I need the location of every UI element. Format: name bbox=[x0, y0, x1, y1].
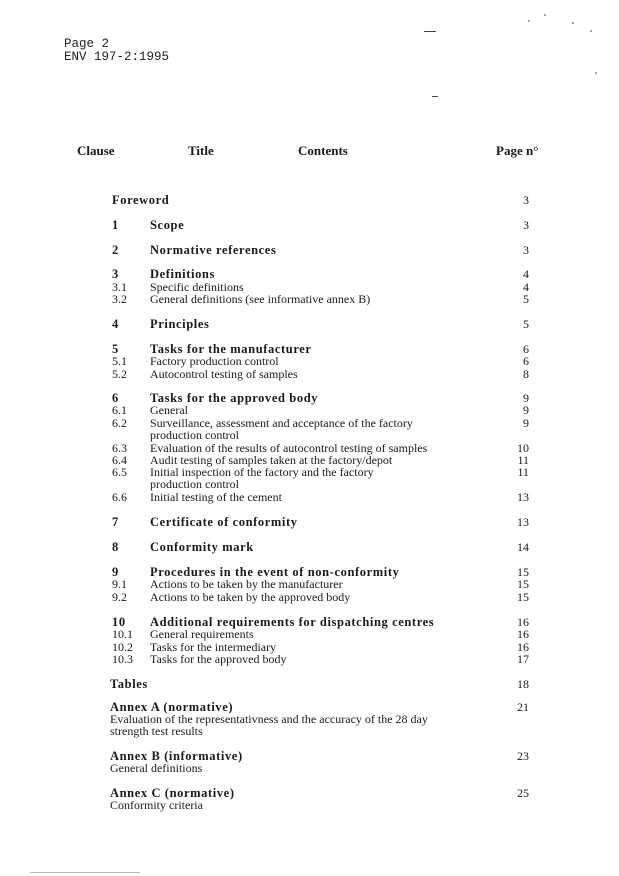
toc-page: 4 bbox=[523, 280, 529, 294]
toc-number: 6.2 bbox=[112, 416, 127, 430]
toc-number: 6.6 bbox=[112, 490, 127, 504]
toc-page: 16 bbox=[517, 615, 529, 629]
toc-page: 6 bbox=[523, 342, 529, 356]
toc-number: 1 bbox=[112, 218, 119, 232]
annex-description: Evaluation of the representativness and the accuracy of the 28 day bbox=[110, 712, 428, 726]
toc-number: 3 bbox=[112, 267, 119, 281]
toc-page: 10 bbox=[517, 441, 529, 455]
toc-number: 3.1 bbox=[112, 280, 127, 294]
title-column-heading: Title bbox=[188, 143, 214, 158]
page-header bbox=[64, 38, 169, 64]
toc-title: Actions to be taken by the approved body bbox=[150, 590, 351, 604]
toc-title: Actions to be taken by the manufacturer bbox=[150, 577, 343, 591]
toc-number: 10.3 bbox=[112, 652, 133, 666]
toc-page: 13 bbox=[517, 515, 529, 529]
toc-title: Tasks for the approved body bbox=[150, 391, 319, 405]
scan-speck bbox=[595, 72, 597, 74]
scan-mark bbox=[432, 96, 438, 97]
toc-title: Audit testing of samples taken at the factory/depot bbox=[150, 453, 393, 467]
toc-number: 10.2 bbox=[112, 640, 133, 654]
toc-page: 4 bbox=[523, 267, 529, 281]
toc-number: 9.1 bbox=[112, 577, 127, 591]
toc-number: 6.4 bbox=[112, 453, 127, 467]
toc-title: Initial testing of the cement bbox=[150, 490, 282, 504]
toc-page: 3 bbox=[523, 218, 529, 232]
toc-number: 8 bbox=[112, 540, 119, 554]
toc-page: 18 bbox=[517, 677, 529, 691]
toc-number: 6 bbox=[112, 391, 119, 405]
clause-column-heading: Clause bbox=[77, 143, 115, 158]
toc-number: 5.2 bbox=[112, 367, 127, 381]
toc-page: 16 bbox=[517, 627, 529, 641]
toc-page: 9 bbox=[523, 403, 529, 417]
toc-number: 2 bbox=[112, 243, 119, 257]
toc-page: 5 bbox=[523, 317, 529, 331]
annex-description: General definitions bbox=[110, 761, 203, 775]
page-column-heading: Page n° bbox=[496, 143, 539, 158]
scan-mark bbox=[424, 31, 436, 32]
annex-title: Annex B (informative) bbox=[110, 749, 243, 763]
toc-title: Certificate of conformity bbox=[150, 515, 298, 529]
scan-speck bbox=[528, 20, 530, 22]
toc-number: 4 bbox=[112, 317, 119, 331]
toc-page: 15 bbox=[517, 577, 529, 591]
toc-number: 6.1 bbox=[112, 403, 127, 417]
toc-title: Scope bbox=[150, 218, 185, 232]
toc-page: 8 bbox=[523, 367, 529, 381]
annex-title: Annex C (normative) bbox=[110, 786, 235, 800]
scan-speck bbox=[590, 30, 592, 32]
toc-title: Surveillance, assessment and acceptance of the factory bbox=[150, 416, 413, 430]
annex-title: Annex A (normative) bbox=[110, 700, 234, 714]
annex-entry bbox=[110, 701, 428, 737]
toc-title: General definitions (see informative annex B) bbox=[150, 292, 371, 306]
page-number: Page 2 bbox=[64, 37, 110, 51]
document-id: ENV 197-2:1995 bbox=[64, 50, 170, 64]
toc-page: 15 bbox=[517, 590, 529, 604]
toc-number: 7 bbox=[112, 515, 119, 529]
toc-page: 13 bbox=[517, 490, 529, 504]
toc-title: Additional requirements for dispatching centres bbox=[150, 615, 435, 629]
toc-page: 11 bbox=[517, 453, 529, 467]
toc-number: 6.5 bbox=[112, 465, 127, 479]
toc-title: Specific definitions bbox=[150, 280, 244, 294]
toc-number: 3.2 bbox=[112, 292, 127, 306]
toc-title: Tasks for the manufacturer bbox=[150, 342, 312, 356]
annex-page: 23 bbox=[517, 749, 529, 763]
toc-page: 16 bbox=[517, 640, 529, 654]
scan-speck bbox=[544, 14, 546, 16]
toc-page: 9 bbox=[523, 391, 529, 405]
toc-title: Conformity mark bbox=[150, 540, 254, 554]
annex-page: 21 bbox=[517, 700, 529, 714]
toc-title: Procedures in the event of non-conformity bbox=[150, 565, 400, 579]
scan-speck bbox=[572, 22, 574, 24]
toc-title: Autocontrol testing of samples bbox=[150, 367, 298, 381]
toc-page: 14 bbox=[517, 540, 529, 554]
toc-page: 3 bbox=[523, 193, 529, 207]
toc-page: 15 bbox=[517, 565, 529, 579]
toc-page: 17 bbox=[517, 652, 529, 666]
toc-title: Definitions bbox=[150, 267, 215, 281]
annex-page: 25 bbox=[517, 786, 529, 800]
toc-title: Evaluation of the results of autocontrol testing of samples bbox=[150, 441, 428, 455]
toc-number: 6.3 bbox=[112, 441, 127, 455]
toc-number: 9.2 bbox=[112, 590, 127, 604]
toc-page: 3 bbox=[523, 243, 529, 257]
toc-page: 11 bbox=[517, 465, 529, 479]
toc-number: 10.1 bbox=[112, 627, 133, 641]
toc-title: Factory production control bbox=[150, 354, 279, 368]
contents-column-heading: Contents bbox=[298, 143, 348, 158]
toc-title: General bbox=[150, 403, 188, 417]
toc-title: Tasks for the approved body bbox=[150, 652, 287, 666]
toc-title: Initial inspection of the factory and the factory bbox=[150, 465, 374, 479]
annex-description: Conformity criteria bbox=[110, 798, 203, 812]
annex-entry bbox=[110, 787, 235, 811]
toc-title: Foreword bbox=[112, 193, 170, 207]
toc-page: 9 bbox=[523, 416, 529, 430]
toc-number: 5.1 bbox=[112, 354, 127, 368]
toc-page: 5 bbox=[523, 292, 529, 306]
toc-title: Tasks for the intermediary bbox=[150, 640, 277, 654]
toc-title: Tables bbox=[110, 677, 148, 691]
toc-number: 10 bbox=[112, 615, 126, 629]
toc-number: 5 bbox=[112, 342, 119, 356]
annex-description: strength test results bbox=[110, 724, 203, 738]
toc-title: production control bbox=[150, 477, 239, 491]
toc-title: Principles bbox=[150, 317, 210, 331]
annex-entry bbox=[110, 750, 243, 774]
toc-number: 9 bbox=[112, 565, 119, 579]
toc-title: production control bbox=[150, 428, 239, 442]
toc-title: Normative references bbox=[150, 243, 277, 257]
toc-page: 6 bbox=[523, 354, 529, 368]
scan-mark bbox=[30, 872, 140, 873]
toc-title: General requirements bbox=[150, 627, 254, 641]
